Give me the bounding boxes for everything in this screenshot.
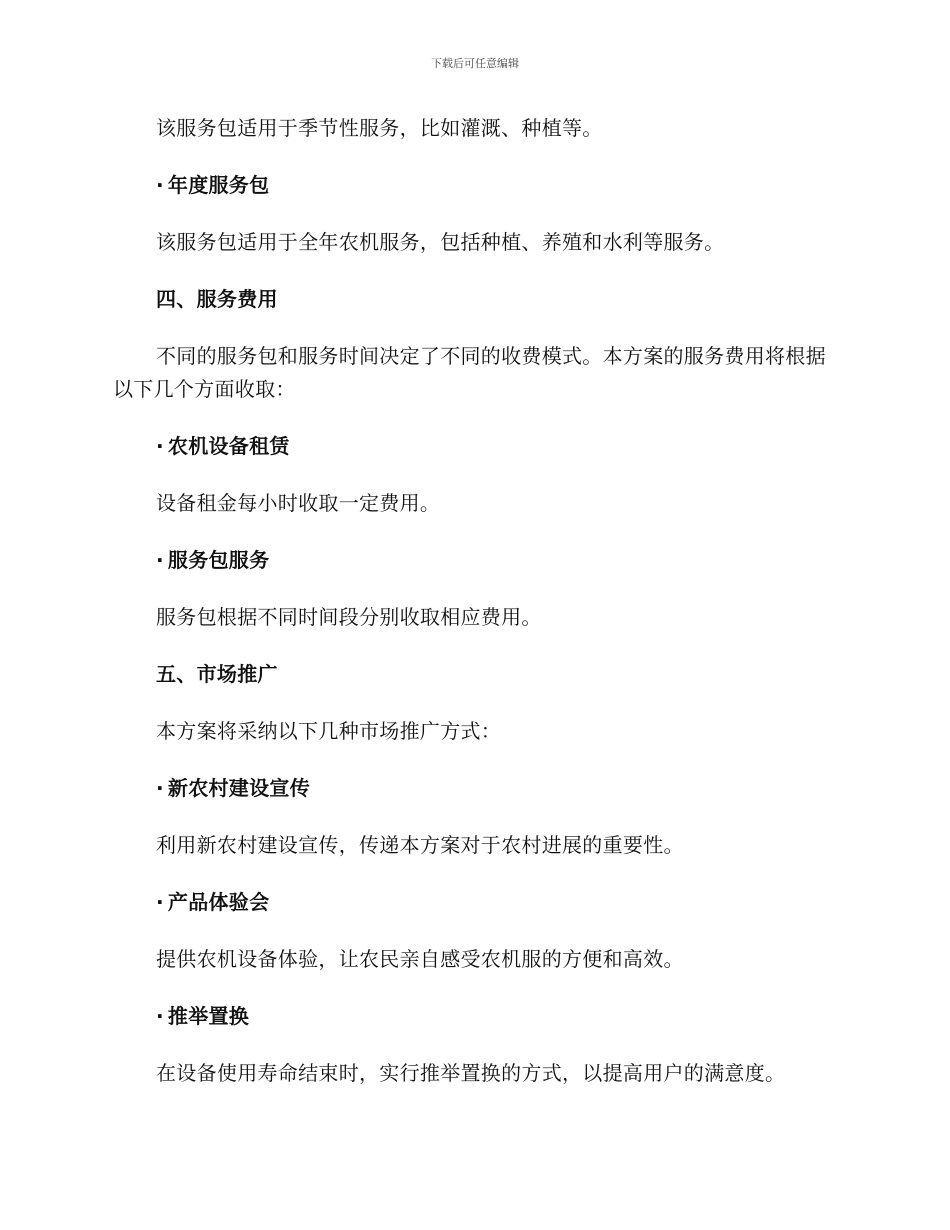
page-header-note: 下载后可任意编辑 [431,57,519,70]
bullet-dot-icon: · [156,1004,164,1028]
paragraph-seasonal-package: 该服务包适用于季节性服务，比如灌溉、种植等。 [156,116,603,140]
bullet-label: 产品体验会 [167,890,270,914]
bullet-label: 农机设备租赁 [167,434,290,458]
bullet-new-village [113,772,833,805]
bullet-product-experience [113,886,833,919]
section-heading-marketing: 五、市场推广 [156,662,278,686]
bullet-package-service [113,544,833,577]
paragraph-marketing-intro: 本方案将采纳以下几种市场推广方式： [156,719,502,743]
bullet-dot-icon: · [156,548,164,572]
bullet-label: 新农村建设宣传 [167,776,311,800]
bullet-annual-package [113,169,833,202]
bullet-dot-icon: · [156,173,164,197]
paragraph-product-experience: 提供农机设备体验，让农民亲自感受农机服的方便和高效。 [156,947,684,971]
paragraph-annual-package: 该服务包适用于全年农机服务，包括种植、养殖和水利等服务。 [156,230,725,254]
bullet-dot-icon: · [156,776,164,800]
bullet-dot-icon: · [156,434,164,458]
document-body [113,112,833,1114]
paragraph-new-village: 利用新农村建设宣传，传递本方案对于农村进展的重要性。 [156,833,684,857]
paragraph-rental-fee: 设备租金每小时收取一定费用。 [156,491,441,515]
paragraph-fees-intro: 不同的服务包和服务时间决定了不同的收费模式。本方案的服务费用将根据以下几个方面收取： [113,344,826,401]
bullet-equipment-rental [113,430,833,463]
bullet-trade-in [113,1000,833,1033]
paragraph-trade-in: 在设备使用寿命结束时，实行推举置换的方式，以提高用户的满意度。 [156,1061,786,1085]
bullet-label: 年度服务包 [167,173,270,197]
section-heading-fees: 四、服务费用 [156,287,278,311]
bullet-dot-icon: · [156,890,164,914]
bullet-label: 服务包服务 [167,548,270,572]
paragraph-package-fee: 服务包根据不同时间段分别收取相应费用。 [156,605,542,629]
bullet-label: 推举置换 [167,1004,250,1028]
